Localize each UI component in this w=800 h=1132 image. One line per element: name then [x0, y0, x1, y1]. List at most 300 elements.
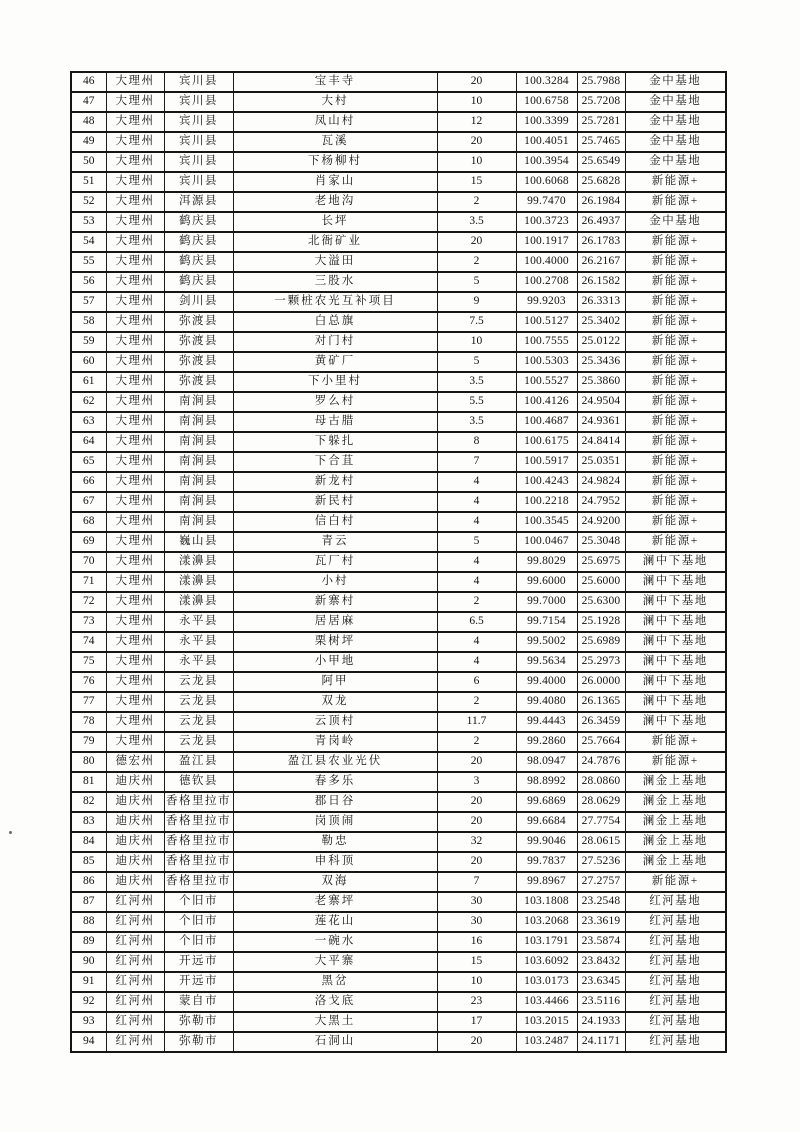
cell-longitude: 99.6000	[516, 572, 577, 592]
cell-base-name: 新能源+	[625, 472, 726, 492]
table-row	[71, 472, 726, 492]
cell-base-name: 澜金上基地	[625, 792, 726, 812]
cell-prefecture: 大理州	[106, 672, 164, 692]
cell-row-number: 68	[71, 512, 106, 532]
cell-capacity: 5	[437, 532, 516, 552]
cell-site-name: 下合苴	[233, 452, 437, 472]
table-row	[71, 892, 726, 912]
cell-row-number: 79	[71, 732, 106, 752]
cell-county: 漾濞县	[164, 592, 233, 612]
cell-county: 南涧县	[164, 392, 233, 412]
cell-row-number: 51	[71, 172, 106, 192]
cell-prefecture: 大理州	[106, 352, 164, 372]
cell-row-number: 80	[71, 752, 106, 772]
cell-latitude: 26.3459	[577, 712, 625, 732]
cell-longitude: 99.9203	[516, 292, 577, 312]
cell-row-number: 83	[71, 812, 106, 832]
cell-latitude: 25.6989	[577, 632, 625, 652]
cell-row-number: 50	[71, 152, 106, 172]
cell-row-number: 67	[71, 492, 106, 512]
cell-site-name: 下小里村	[233, 372, 437, 392]
cell-county: 鹤庆县	[164, 212, 233, 232]
cell-latitude: 25.0351	[577, 452, 625, 472]
cell-base-name: 金中基地	[625, 212, 726, 232]
cell-base-name: 金中基地	[625, 152, 726, 172]
cell-site-name: 对门村	[233, 332, 437, 352]
table-row	[71, 752, 726, 772]
cell-row-number: 74	[71, 632, 106, 652]
cell-capacity: 30	[437, 912, 516, 932]
table-row	[71, 952, 726, 972]
cell-county: 鹤庆县	[164, 272, 233, 292]
cell-county: 漾濞县	[164, 572, 233, 592]
cell-site-name: 罗么村	[233, 392, 437, 412]
cell-capacity: 20	[437, 232, 516, 252]
cell-base-name: 新能源+	[625, 192, 726, 212]
cell-latitude: 25.2973	[577, 652, 625, 672]
cell-capacity: 7.5	[437, 312, 516, 332]
cell-base-name: 红河基地	[625, 892, 726, 912]
cell-county: 开远市	[164, 972, 233, 992]
cell-prefecture: 大理州	[106, 332, 164, 352]
cell-county: 南涧县	[164, 452, 233, 472]
cell-longitude: 100.5303	[516, 352, 577, 372]
cell-county: 香格里拉市	[164, 872, 233, 892]
cell-longitude: 100.2708	[516, 272, 577, 292]
cell-capacity: 2	[437, 252, 516, 272]
cell-base-name: 红河基地	[625, 992, 726, 1012]
cell-capacity: 4	[437, 492, 516, 512]
cell-county: 弥渡县	[164, 352, 233, 372]
cell-latitude: 24.7876	[577, 752, 625, 772]
cell-base-name: 新能源+	[625, 512, 726, 532]
cell-site-name: 黄矿厂	[233, 352, 437, 372]
cell-county: 德钦县	[164, 772, 233, 792]
cell-longitude: 103.0173	[516, 972, 577, 992]
cell-base-name: 红河基地	[625, 972, 726, 992]
cell-latitude: 23.8432	[577, 952, 625, 972]
cell-base-name: 澜中下基地	[625, 572, 726, 592]
cell-county: 永平县	[164, 612, 233, 632]
cell-longitude: 99.6684	[516, 812, 577, 832]
cell-base-name: 金中基地	[625, 92, 726, 112]
cell-longitude: 99.4443	[516, 712, 577, 732]
cell-longitude: 103.4466	[516, 992, 577, 1012]
cell-row-number: 92	[71, 992, 106, 1012]
cell-site-name: 栗树坪	[233, 632, 437, 652]
cell-latitude: 24.1171	[577, 1032, 625, 1052]
cell-row-number: 62	[71, 392, 106, 412]
table-row	[71, 432, 726, 452]
cell-latitude: 23.5116	[577, 992, 625, 1012]
table-row	[71, 1012, 726, 1032]
cell-longitude: 100.5917	[516, 452, 577, 472]
table-row	[71, 312, 726, 332]
table-row	[71, 912, 726, 932]
cell-row-number: 59	[71, 332, 106, 352]
cell-latitude: 25.6300	[577, 592, 625, 612]
cell-site-name: 白总旗	[233, 312, 437, 332]
table-row	[71, 112, 726, 132]
cell-site-name: 大黑土	[233, 1012, 437, 1032]
cell-site-name: 新民村	[233, 492, 437, 512]
cell-longitude: 100.6068	[516, 172, 577, 192]
cell-longitude: 99.7154	[516, 612, 577, 632]
cell-longitude: 100.6175	[516, 432, 577, 452]
cell-prefecture: 大理州	[106, 632, 164, 652]
cell-site-name: 下杨柳村	[233, 152, 437, 172]
cell-latitude: 28.0615	[577, 832, 625, 852]
cell-longitude: 100.4243	[516, 472, 577, 492]
cell-capacity: 6.5	[437, 612, 516, 632]
cell-site-name: 石洞山	[233, 1032, 437, 1052]
cell-latitude: 28.0860	[577, 772, 625, 792]
table-row	[71, 792, 726, 812]
cell-row-number: 84	[71, 832, 106, 852]
cell-site-name: 郡日谷	[233, 792, 437, 812]
cell-site-name: 双海	[233, 872, 437, 892]
cell-capacity: 7	[437, 452, 516, 472]
cell-capacity: 15	[437, 952, 516, 972]
cell-latitude: 26.1783	[577, 232, 625, 252]
cell-latitude: 26.0000	[577, 672, 625, 692]
cell-county: 剑川县	[164, 292, 233, 312]
cell-latitude: 24.1933	[577, 1012, 625, 1032]
cell-row-number: 52	[71, 192, 106, 212]
cell-capacity: 5	[437, 272, 516, 292]
cell-row-number: 77	[71, 692, 106, 712]
table-row	[71, 392, 726, 412]
cell-longitude: 100.7555	[516, 332, 577, 352]
cell-latitude: 25.7988	[577, 72, 625, 92]
cell-base-name: 金中基地	[625, 112, 726, 132]
cell-latitude: 24.7952	[577, 492, 625, 512]
cell-longitude: 100.4687	[516, 412, 577, 432]
cell-capacity: 4	[437, 572, 516, 592]
cell-county: 香格里拉市	[164, 812, 233, 832]
cell-longitude: 99.4000	[516, 672, 577, 692]
cell-longitude: 100.3723	[516, 212, 577, 232]
cell-base-name: 新能源+	[625, 752, 726, 772]
cell-capacity: 2	[437, 732, 516, 752]
cell-prefecture: 大理州	[106, 252, 164, 272]
cell-capacity: 20	[437, 852, 516, 872]
cell-capacity: 3.5	[437, 212, 516, 232]
cell-longitude: 103.6092	[516, 952, 577, 972]
table-row	[71, 572, 726, 592]
cell-site-name: 春多乐	[233, 772, 437, 792]
cell-capacity: 17	[437, 1012, 516, 1032]
cell-base-name: 新能源+	[625, 272, 726, 292]
cell-county: 南涧县	[164, 412, 233, 432]
cell-row-number: 57	[71, 292, 106, 312]
cell-site-name: 三股水	[233, 272, 437, 292]
cell-longitude: 100.4051	[516, 132, 577, 152]
table-row	[71, 232, 726, 252]
cell-latitude: 25.1928	[577, 612, 625, 632]
cell-latitude: 27.7754	[577, 812, 625, 832]
cell-capacity: 4	[437, 652, 516, 672]
cell-county: 宾川县	[164, 92, 233, 112]
cell-capacity: 15	[437, 172, 516, 192]
cell-county: 永平县	[164, 652, 233, 672]
cell-site-name: 青岗岭	[233, 732, 437, 752]
cell-prefecture: 大理州	[106, 312, 164, 332]
cell-base-name: 澜金上基地	[625, 812, 726, 832]
cell-site-name: 信白村	[233, 512, 437, 532]
cell-prefecture: 迪庆州	[106, 852, 164, 872]
cell-site-name: 云顶村	[233, 712, 437, 732]
cell-site-name: 一颗桩农光互补项目	[233, 292, 437, 312]
cell-latitude: 25.7664	[577, 732, 625, 752]
table-row	[71, 672, 726, 692]
table-row	[71, 612, 726, 632]
cell-prefecture: 大理州	[106, 152, 164, 172]
cell-row-number: 49	[71, 132, 106, 152]
cell-longitude: 103.2487	[516, 1032, 577, 1052]
cell-longitude: 99.7000	[516, 592, 577, 612]
cell-site-name: 居居麻	[233, 612, 437, 632]
cell-site-name: 小甲地	[233, 652, 437, 672]
cell-base-name: 澜金上基地	[625, 852, 726, 872]
cell-longitude: 99.4080	[516, 692, 577, 712]
cell-county: 弥渡县	[164, 372, 233, 392]
cell-county: 南涧县	[164, 512, 233, 532]
cell-site-name: 瓦厂村	[233, 552, 437, 572]
cell-site-name: 一碗水	[233, 932, 437, 952]
cell-prefecture: 大理州	[106, 692, 164, 712]
cell-latitude: 25.6828	[577, 172, 625, 192]
cell-base-name: 新能源+	[625, 532, 726, 552]
cell-row-number: 56	[71, 272, 106, 292]
cell-latitude: 23.6345	[577, 972, 625, 992]
cell-capacity: 3.5	[437, 372, 516, 392]
cell-row-number: 63	[71, 412, 106, 432]
cell-site-name: 凤山村	[233, 112, 437, 132]
cell-capacity: 5	[437, 352, 516, 372]
table-row	[71, 652, 726, 672]
table-row	[71, 172, 726, 192]
cell-county: 洱源县	[164, 192, 233, 212]
cell-capacity: 20	[437, 72, 516, 92]
cell-capacity: 3	[437, 772, 516, 792]
cell-row-number: 61	[71, 372, 106, 392]
cell-county: 云龙县	[164, 712, 233, 732]
cell-row-number: 87	[71, 892, 106, 912]
table-row	[71, 712, 726, 732]
cell-site-name: 瓦溪	[233, 132, 437, 152]
cell-site-name: 申科顶	[233, 852, 437, 872]
cell-capacity: 20	[437, 752, 516, 772]
cell-longitude: 100.2218	[516, 492, 577, 512]
cell-base-name: 新能源+	[625, 292, 726, 312]
cell-latitude: 25.7465	[577, 132, 625, 152]
cell-site-name: 大溢田	[233, 252, 437, 272]
cell-county: 个旧市	[164, 912, 233, 932]
cell-prefecture: 迪庆州	[106, 792, 164, 812]
cell-county: 云龙县	[164, 692, 233, 712]
table-row	[71, 492, 726, 512]
table-row	[71, 212, 726, 232]
table-row	[71, 252, 726, 272]
cell-base-name: 新能源+	[625, 732, 726, 752]
cell-longitude: 100.3399	[516, 112, 577, 132]
cell-longitude: 103.2068	[516, 912, 577, 932]
cell-county: 云龙县	[164, 672, 233, 692]
cell-base-name: 新能源+	[625, 352, 726, 372]
table-row	[71, 152, 726, 172]
cell-base-name: 金中基地	[625, 132, 726, 152]
cell-prefecture: 红河州	[106, 892, 164, 912]
cell-capacity: 5.5	[437, 392, 516, 412]
cell-base-name: 澜中下基地	[625, 712, 726, 732]
cell-row-number: 73	[71, 612, 106, 632]
cell-latitude: 27.2757	[577, 872, 625, 892]
cell-latitude: 26.2167	[577, 252, 625, 272]
cell-latitude: 23.5874	[577, 932, 625, 952]
cell-row-number: 60	[71, 352, 106, 372]
cell-base-name: 澜中下基地	[625, 632, 726, 652]
table-row	[71, 272, 726, 292]
cell-county: 香格里拉市	[164, 832, 233, 852]
cell-capacity: 4	[437, 632, 516, 652]
cell-row-number: 69	[71, 532, 106, 552]
cell-longitude: 100.3954	[516, 152, 577, 172]
cell-county: 开远市	[164, 952, 233, 972]
project-table	[70, 71, 727, 1053]
cell-row-number: 65	[71, 452, 106, 472]
cell-site-name: 老地沟	[233, 192, 437, 212]
table-row	[71, 832, 726, 852]
cell-latitude: 24.9824	[577, 472, 625, 492]
cell-site-name: 老寨坪	[233, 892, 437, 912]
cell-latitude: 25.6975	[577, 552, 625, 572]
table-row	[71, 332, 726, 352]
cell-base-name: 新能源+	[625, 232, 726, 252]
cell-site-name: 青云	[233, 532, 437, 552]
cell-latitude: 26.3313	[577, 292, 625, 312]
cell-county: 宾川县	[164, 72, 233, 92]
cell-longitude: 100.5527	[516, 372, 577, 392]
cell-site-name: 母古腊	[233, 412, 437, 432]
cell-row-number: 72	[71, 592, 106, 612]
cell-longitude: 99.6869	[516, 792, 577, 812]
cell-capacity: 7	[437, 872, 516, 892]
cell-latitude: 25.3860	[577, 372, 625, 392]
cell-county: 永平县	[164, 632, 233, 652]
cell-site-name: 洛戈底	[233, 992, 437, 1012]
cell-base-name: 新能源+	[625, 252, 726, 272]
table-row	[71, 632, 726, 652]
cell-prefecture: 大理州	[106, 392, 164, 412]
cell-base-name: 澜中下基地	[625, 552, 726, 572]
table-row	[71, 412, 726, 432]
cell-capacity: 32	[437, 832, 516, 852]
cell-capacity: 10	[437, 972, 516, 992]
cell-row-number: 46	[71, 72, 106, 92]
cell-base-name: 新能源+	[625, 432, 726, 452]
cell-capacity: 11.7	[437, 712, 516, 732]
cell-prefecture: 大理州	[106, 92, 164, 112]
cell-longitude: 103.2015	[516, 1012, 577, 1032]
cell-longitude: 99.7470	[516, 192, 577, 212]
cell-site-name: 岗顶闹	[233, 812, 437, 832]
cell-capacity: 4	[437, 552, 516, 572]
table-row	[71, 92, 726, 112]
cell-prefecture: 大理州	[106, 172, 164, 192]
cell-longitude: 103.1791	[516, 932, 577, 952]
table-row	[71, 972, 726, 992]
cell-latitude: 26.1582	[577, 272, 625, 292]
cell-prefecture: 大理州	[106, 572, 164, 592]
cell-longitude: 99.2860	[516, 732, 577, 752]
table-row	[71, 932, 726, 952]
cell-county: 宾川县	[164, 112, 233, 132]
cell-longitude: 99.8029	[516, 552, 577, 572]
cell-capacity: 2	[437, 192, 516, 212]
cell-base-name: 新能源+	[625, 312, 726, 332]
cell-longitude: 99.5002	[516, 632, 577, 652]
cell-capacity: 12	[437, 112, 516, 132]
cell-county: 香格里拉市	[164, 852, 233, 872]
cell-base-name: 澜金上基地	[625, 832, 726, 852]
cell-latitude: 28.0629	[577, 792, 625, 812]
cell-prefecture: 红河州	[106, 912, 164, 932]
cell-longitude: 100.3545	[516, 512, 577, 532]
cell-county: 南涧县	[164, 432, 233, 452]
table-row	[71, 72, 726, 92]
cell-row-number: 86	[71, 872, 106, 892]
cell-county: 南涧县	[164, 472, 233, 492]
cell-longitude: 100.5127	[516, 312, 577, 332]
cell-county: 宾川县	[164, 172, 233, 192]
cell-capacity: 23	[437, 992, 516, 1012]
cell-base-name: 澜中下基地	[625, 612, 726, 632]
cell-prefecture: 大理州	[106, 732, 164, 752]
cell-prefecture: 大理州	[106, 72, 164, 92]
cell-row-number: 82	[71, 792, 106, 812]
table-row	[71, 992, 726, 1012]
cell-base-name: 澜中下基地	[625, 652, 726, 672]
table-row	[71, 192, 726, 212]
cell-prefecture: 迪庆州	[106, 832, 164, 852]
cell-base-name: 新能源+	[625, 332, 726, 352]
project-table-body	[71, 72, 726, 1052]
cell-prefecture: 大理州	[106, 592, 164, 612]
table-row	[71, 352, 726, 372]
cell-longitude: 99.5634	[516, 652, 577, 672]
cell-site-name: 下躲扎	[233, 432, 437, 452]
cell-latitude: 25.7281	[577, 112, 625, 132]
cell-capacity: 4	[437, 512, 516, 532]
cell-county: 巍山县	[164, 532, 233, 552]
cell-prefecture: 大理州	[106, 212, 164, 232]
cell-county: 南涧县	[164, 492, 233, 512]
cell-prefecture: 大理州	[106, 292, 164, 312]
cell-capacity: 2	[437, 592, 516, 612]
cell-latitude: 24.8414	[577, 432, 625, 452]
cell-base-name: 红河基地	[625, 912, 726, 932]
cell-latitude: 25.0122	[577, 332, 625, 352]
cell-site-name: 黑岔	[233, 972, 437, 992]
cell-site-name: 小村	[233, 572, 437, 592]
cell-base-name: 红河基地	[625, 1012, 726, 1032]
cell-county: 鹤庆县	[164, 252, 233, 272]
cell-row-number: 93	[71, 1012, 106, 1032]
cell-prefecture: 大理州	[106, 432, 164, 452]
cell-prefecture: 迪庆州	[106, 772, 164, 792]
cell-base-name: 新能源+	[625, 372, 726, 392]
